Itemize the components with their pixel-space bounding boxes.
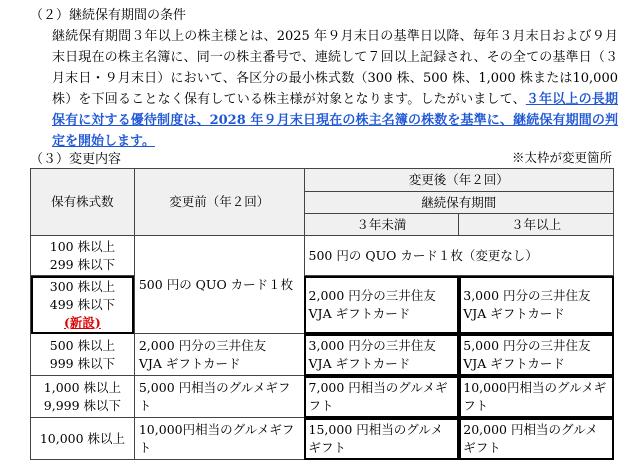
shares-cell: 10,000 株以上 (31, 418, 135, 460)
after-under3-cell: 15,000 円相当のグルメギフト (304, 418, 459, 460)
header-holding-period: 継続保有期間 (304, 192, 613, 214)
header-after: 変更後（年２回） (304, 169, 613, 192)
shares-cell: 1,000 株以上 9,999 株以下 (31, 376, 135, 418)
before-cell: 10,000円相当のグルメギフト (134, 418, 304, 460)
shares-cell: 500 株以上 999 株以下 (31, 334, 135, 376)
before-cell: 500 円の QUO カード１枚 (134, 236, 304, 334)
section-3-title: （３）変更内容 (30, 152, 122, 167)
header-before: 変更前（年２回） (134, 169, 304, 236)
section-2-title: （２）継続保有期間の条件 (30, 8, 187, 23)
header-over-3y: ３年以上 (459, 214, 614, 236)
after-over3-cell: 3,000 円分の三井住友 VJA ギフトカード (459, 276, 614, 334)
shares-cell: 300 株以上 499 株以下 (新設) (31, 276, 135, 334)
after-over3-cell: 10,000円相当のグルメギフト (459, 376, 614, 418)
before-cell: 2,000 円分の三井住友 VJA ギフトカード (134, 334, 304, 376)
after-over3-cell: 20,000 円相当のグルメギフト (459, 418, 614, 460)
before-cell: 5,000 円相当のグルメギフト (134, 376, 304, 418)
paragraph-text: 継続保有期間３年以上の株主様とは、2025 年９月末日の基準日以降、毎年３月末日および９月末日現在の株主名簿に、同一の株主番号で、連続して７回以上記録され、その全ての基準日（３月末日・９月末日）において、各区分の最小株式数（300 株、500 株、1,000 株または10,000株）を下回ることなく保有している株主様が対象となります。したがいまして、 (52, 29, 618, 107)
after-under3-cell: 2,000 円分の三井住友 VJA ギフトカード (304, 276, 459, 334)
paragraph-highlight: ３年以上の長期保有に対する優待制度は、2028 年９月末日現在の株主名簿の株数を基準に、継続保有期間の判定を開始します。 (52, 92, 618, 149)
section-2-paragraph (52, 26, 618, 152)
after-under3-cell: 7,000 円相当のグルメギフト (304, 376, 459, 418)
header-shares: 保有株式数 (31, 169, 135, 236)
shares-cell: 100 株以上 299 株以下 (31, 236, 135, 276)
changes-table (30, 168, 614, 460)
header-under-3y: ３年未満 (304, 214, 459, 236)
new-badge: (新設) (64, 314, 101, 330)
note-text: ※太枠が変更箇所 (511, 150, 612, 165)
after-under3-cell: 3,000 円分の三井住友 VJA ギフトカード (304, 334, 459, 376)
after-unchanged-cell: 500 円の QUO カード１枚（変更なし） (304, 236, 613, 276)
after-over3-cell: 5,000 円分の三井住友 VJA ギフトカード (459, 334, 614, 376)
